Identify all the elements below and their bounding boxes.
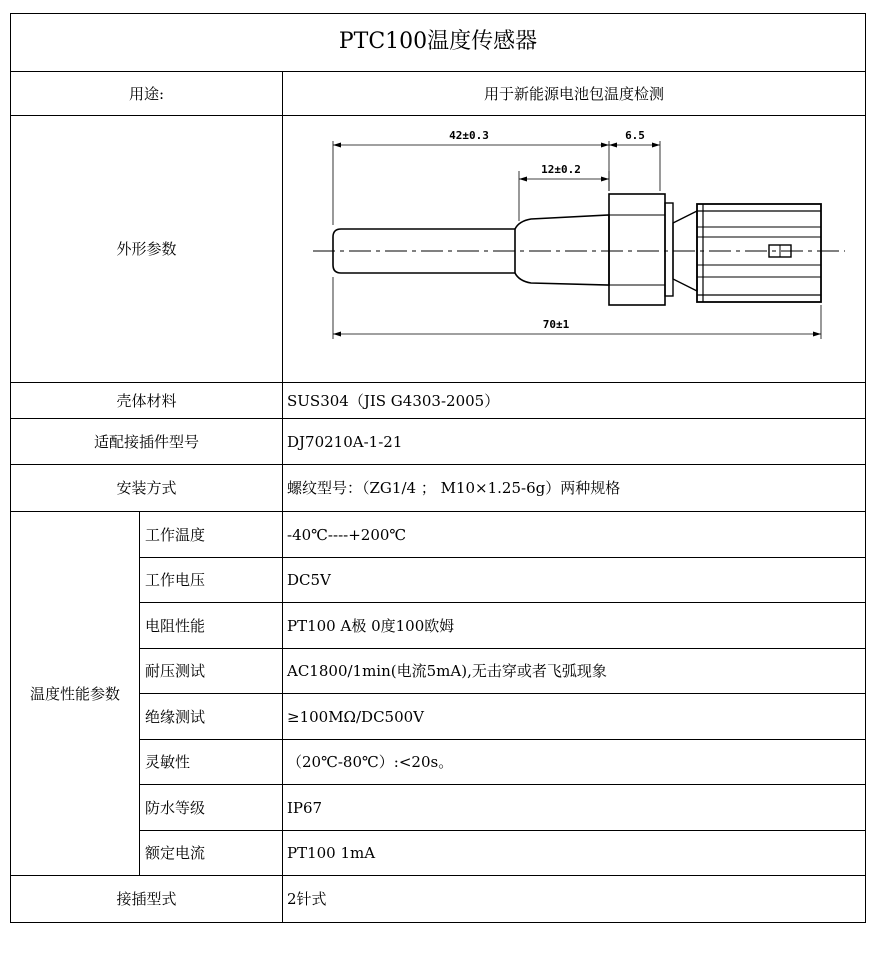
temp-row-7 bbox=[11, 831, 866, 876]
temp-perf-label: 灵敏性 bbox=[140, 740, 283, 785]
dim-6-5-label: 6.5 bbox=[625, 128, 645, 142]
temp-perf-value: （20℃-80℃）:<20s。 bbox=[283, 740, 866, 785]
temp-perf-label: 工作电压 bbox=[140, 558, 283, 603]
temp-row-0 bbox=[11, 512, 866, 558]
install-row bbox=[11, 465, 866, 512]
connector-model-row bbox=[11, 419, 866, 465]
temp-row-5 bbox=[11, 740, 866, 785]
temp-perf-value: IP67 bbox=[283, 785, 866, 831]
arrow-12-right bbox=[601, 176, 609, 181]
install-value: 螺纹型号：（ZG1/4 ； M10×1.25-6g）两种规格 bbox=[283, 465, 866, 512]
appearance-row bbox=[11, 116, 866, 383]
flange bbox=[665, 203, 673, 296]
hex-nut bbox=[609, 194, 665, 305]
dim-12-label: 12±0.2 bbox=[541, 162, 581, 176]
arrow-6-5-right bbox=[652, 142, 660, 147]
temp-perf-value: PT100 1mA bbox=[283, 831, 866, 876]
temp-perf-label: 工作温度 bbox=[140, 512, 283, 558]
usage-value: 用于新能源电池包温度检测 bbox=[283, 72, 866, 116]
dim-70-label: 70±1 bbox=[542, 317, 570, 331]
spec-table bbox=[10, 13, 866, 923]
plug-type-value: 2针式 bbox=[283, 876, 866, 923]
usage-label: 用途: bbox=[11, 72, 283, 116]
temp-perf-label: 防水等级 bbox=[140, 785, 283, 831]
shell-row bbox=[11, 383, 866, 419]
shell-value: SUS304（JIS G4303-2005） bbox=[283, 383, 866, 419]
temp-perf-value: -40℃----+200℃ bbox=[283, 512, 866, 558]
temp-row-4 bbox=[11, 694, 866, 740]
arrow-70-left bbox=[333, 331, 341, 336]
thread-section bbox=[515, 215, 609, 285]
connector-model-value: DJ70210A-1-21 bbox=[283, 419, 866, 465]
temp-row-6 bbox=[11, 785, 866, 831]
temp-perf-value: ≥100MΩ/DC500V bbox=[283, 694, 866, 740]
arrow-42-left bbox=[333, 142, 341, 147]
temp-perf-group-label: 温度性能参数 bbox=[11, 512, 140, 876]
temp-row-2 bbox=[11, 603, 866, 649]
temp-perf-label: 电阻性能 bbox=[140, 603, 283, 649]
temp-perf-label: 耐压测试 bbox=[140, 649, 283, 694]
temp-row-3 bbox=[11, 649, 866, 694]
sensor-drawing bbox=[283, 117, 866, 382]
connector-housing bbox=[697, 204, 821, 302]
plug-type-label: 接插型式 bbox=[11, 876, 283, 923]
temp-perf-value: DC5V bbox=[283, 558, 866, 603]
usage-row bbox=[11, 72, 866, 116]
arrow-42-right bbox=[601, 142, 609, 147]
temp-perf-label: 额定电流 bbox=[140, 831, 283, 876]
appearance-label: 外形参数 bbox=[11, 116, 283, 383]
shell-label: 壳体材料 bbox=[11, 383, 283, 419]
install-label: 安装方式 bbox=[11, 465, 283, 512]
dim-42-label: 42±0.3 bbox=[449, 128, 489, 142]
plug-type-row bbox=[11, 876, 866, 923]
temp-perf-value: AC1800/1min(电流5mA),无击穿或者飞弧现象 bbox=[283, 649, 866, 694]
arrow-70-right bbox=[813, 331, 821, 336]
temp-row-1 bbox=[11, 558, 866, 603]
temp-perf-label: 绝缘测试 bbox=[140, 694, 283, 740]
arrow-12-left bbox=[519, 176, 527, 181]
temp-perf-value: PT100 A极 0度100欧姆 bbox=[283, 603, 866, 649]
connector-model-label: 适配接插件型号 bbox=[11, 419, 283, 465]
arrow-6-5-left bbox=[609, 142, 617, 147]
title-row bbox=[11, 14, 866, 72]
page-title: PTC100温度传感器 bbox=[11, 14, 866, 72]
sensor-drawing-cell bbox=[283, 116, 866, 383]
